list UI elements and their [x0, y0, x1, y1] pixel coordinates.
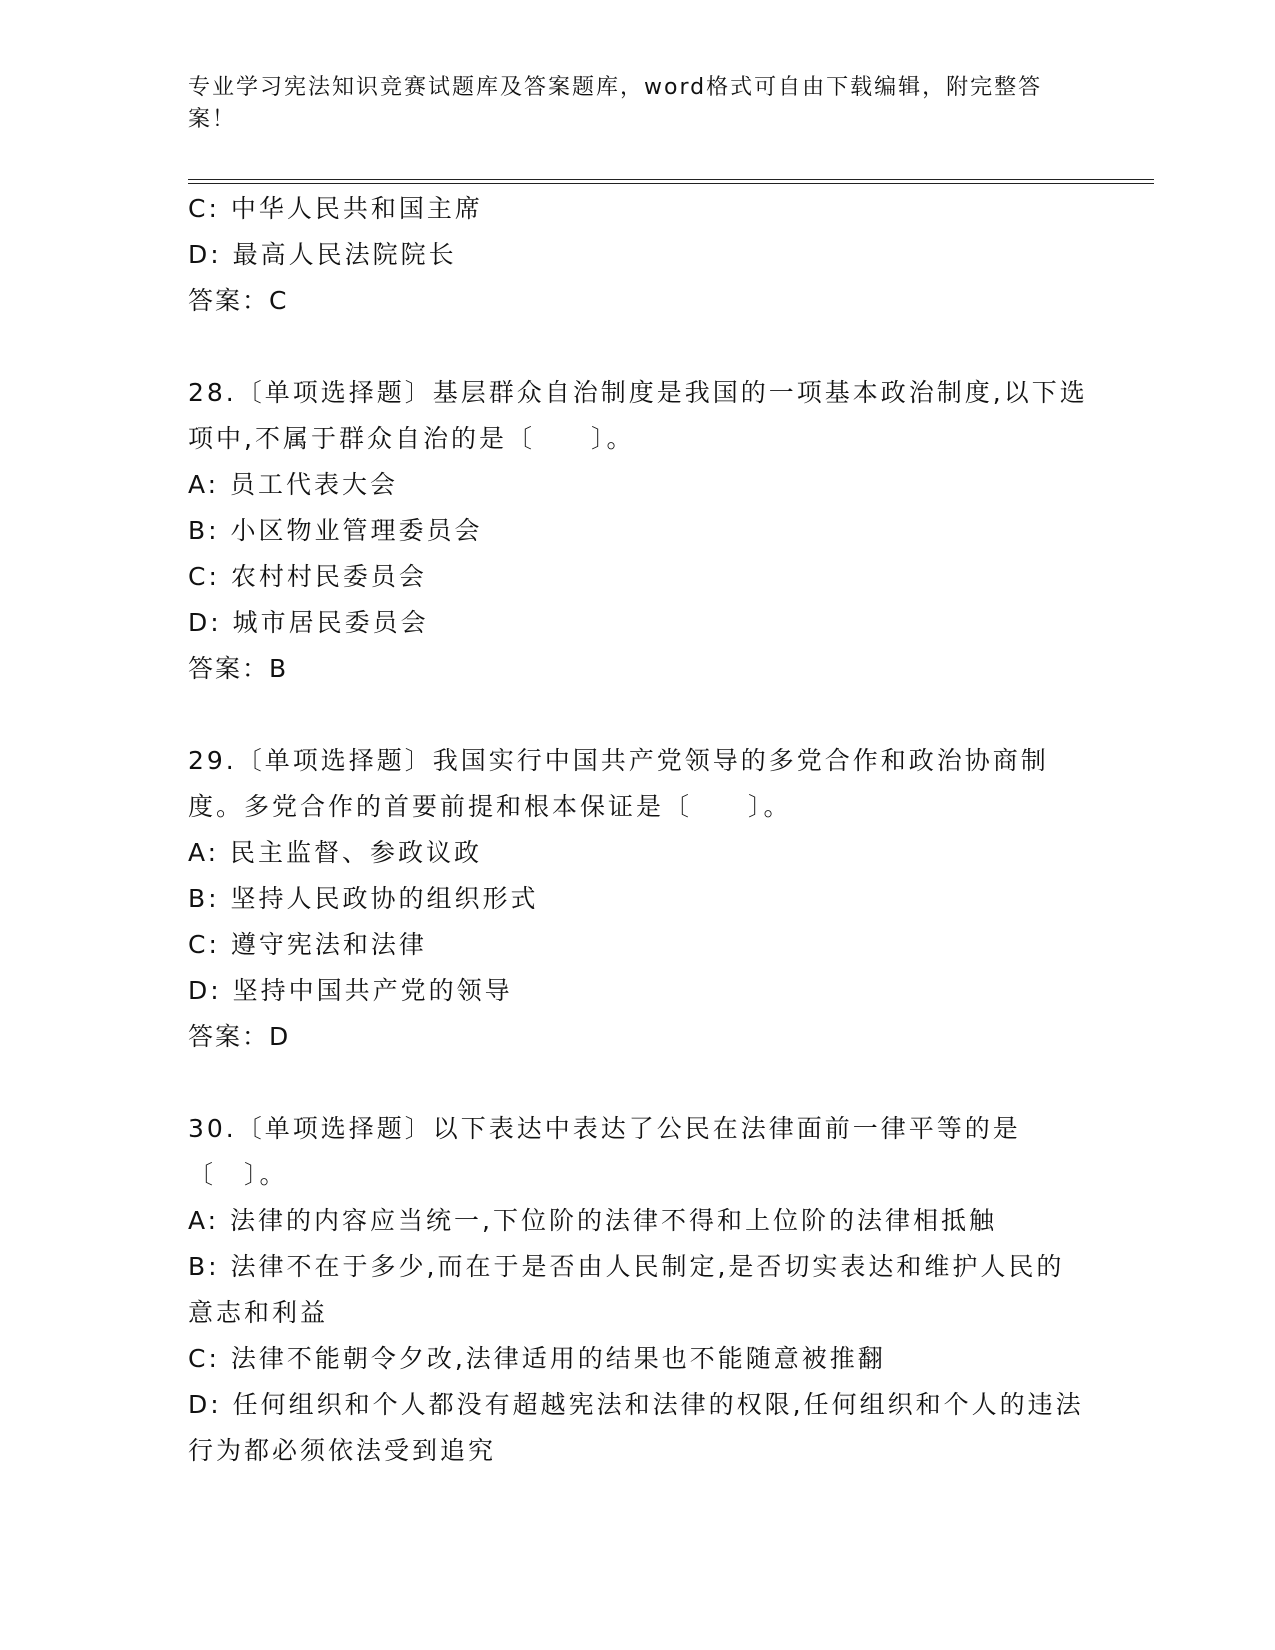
option-b: B: 坚持人民政协的组织形式 — [188, 884, 539, 913]
question-30 — [188, 1106, 1088, 1474]
option-c: C: 农村村民委员会 — [188, 562, 427, 591]
option-b: B: 小区物业管理委员会 — [188, 516, 483, 545]
option-a: A: 民主监督、参政议政 — [188, 838, 483, 867]
question-text: 30.〔单项选择题〕以下表达中表达了公民在法律面前一律平等的是〔 〕。 — [188, 1114, 1021, 1189]
answer-line: 答案：B — [188, 654, 289, 683]
option-a: A: 法律的内容应当统一,下位阶的法律不得和上位阶的法律相抵触 — [188, 1206, 997, 1235]
question-28 — [188, 370, 1088, 692]
answer-line: 答案：D — [188, 1022, 291, 1051]
option-c: C: 中华人民共和国主席 — [188, 194, 483, 223]
header-rule-top — [188, 179, 1154, 180]
option-d: D: 最高人民法院院长 — [188, 240, 457, 269]
question-text: 29.〔单项选择题〕我国实行中国共产党领导的多党合作和政治协商制度。多党合作的首要前提和根本保证是〔 〕。 — [188, 746, 1049, 821]
option-c: C: 法律不能朝令夕改,法律适用的结果也不能随意被推翻 — [188, 1344, 886, 1373]
document-body — [188, 186, 1088, 1474]
option-c: C: 遵守宪法和法律 — [188, 930, 427, 959]
question-text: 28.〔单项选择题〕基层群众自治制度是我国的一项基本政治制度,以下选项中,不属于群众自治的是〔 〕。 — [188, 378, 1088, 453]
option-d: D: 坚持中国共产党的领导 — [188, 976, 513, 1005]
question-29 — [188, 738, 1088, 1060]
option-d: D: 任何组织和个人都没有超越宪法和法律的权限,任何组织和个人的违法行为都必须依法受到追究 — [188, 1390, 1084, 1465]
option-b: B: 法律不在于多少,而在于是否由人民制定,是否切实表达和维护人民的意志和利益 — [188, 1252, 1065, 1327]
page-header: 专业学习宪法知识竞赛试题库及答案题库，word格式可自由下载编辑，附完整答案！ — [188, 75, 1043, 132]
prev-question-tail — [188, 186, 1088, 324]
option-d: D: 城市居民委员会 — [188, 608, 429, 637]
header-rule-bottom — [188, 183, 1154, 184]
option-a: A: 员工代表大会 — [188, 470, 399, 499]
answer-line: 答案：C — [188, 286, 289, 315]
